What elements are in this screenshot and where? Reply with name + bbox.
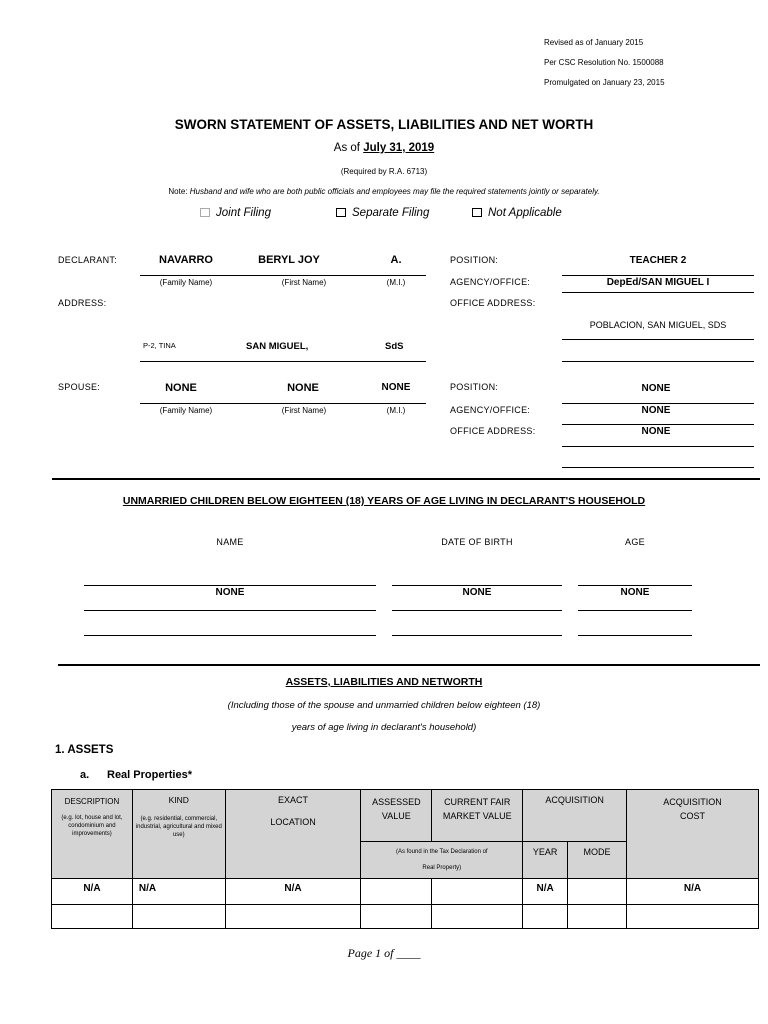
row2-year — [523, 905, 568, 929]
acquisition-header — [523, 790, 627, 842]
fair-market-header-label: CURRENT FAIR MARKET VALUE — [442, 797, 512, 821]
spouse-agency-label: AGENCY/OFFICE: — [450, 405, 531, 415]
separate-filing-label: Separate Filing — [352, 207, 430, 219]
row1-mode — [568, 879, 627, 905]
child-age: NONE — [620, 587, 650, 598]
spouse-position-label: POSITION: — [450, 382, 499, 392]
declarant-first-caption: (First Name) — [281, 278, 327, 287]
description-header-note: (e.g. lot, house and lot, condominium and improvements) — [61, 815, 123, 837]
separate-filing-checkbox[interactable] — [336, 208, 346, 217]
row2-description — [52, 905, 133, 929]
revised-note: Revised as of January 2015 — [544, 38, 644, 47]
children-dob-line-1 — [392, 585, 562, 586]
row1-year: N/A — [523, 879, 568, 905]
children-age-line-2 — [578, 610, 692, 611]
spouse-mi-caption: (M.I.) — [386, 406, 406, 415]
assets-heading: 1. ASSETS — [55, 744, 114, 756]
address-province: SdS — [385, 341, 404, 352]
spouse-label: SPOUSE: — [58, 382, 101, 392]
address-label: ADDRESS: — [58, 298, 107, 308]
row2-fair-market — [432, 905, 523, 929]
position-line — [562, 275, 754, 276]
spouse-first-name: NONE — [287, 382, 319, 394]
alnw-subtitle-1: (Including those of the spouse and unmarried children below eighteen (18) — [227, 700, 541, 711]
children-name-line-3 — [84, 635, 376, 636]
mode-header — [568, 842, 627, 879]
declarant-first-name: BERYL JOY — [258, 254, 320, 266]
location-header — [225, 790, 361, 879]
spouse-first-caption: (First Name) — [281, 406, 327, 415]
address-line — [140, 361, 426, 362]
spouse-agency: NONE — [641, 405, 671, 416]
assessed-header-label: ASSESSED VALUE — [372, 797, 421, 821]
row2-kind — [132, 905, 225, 929]
address-street: P-2, TINA — [143, 341, 176, 350]
year-header-label: YEAR — [532, 847, 558, 857]
not-applicable-label: Not Applicable — [488, 207, 562, 219]
office-address-label: OFFICE ADDRESS: — [450, 298, 536, 308]
office-address-line-1 — [562, 339, 754, 340]
spouse-office-address-label: OFFICE ADDRESS: — [450, 426, 536, 436]
declarant-mi-caption: (M.I.) — [386, 278, 406, 287]
declarant-family-name: NAVARRO — [159, 254, 213, 266]
alnw-subtitle-2: years of age living in declarant's household) — [291, 722, 477, 733]
spouse-name-line — [140, 403, 426, 404]
row2-assessed — [361, 905, 432, 929]
not-applicable-option[interactable] — [472, 207, 562, 219]
declarant-name-line — [140, 275, 426, 276]
spouse-family-name: NONE — [165, 382, 197, 394]
section-divider-2 — [58, 664, 760, 666]
children-heading: UNMARRIED CHILDREN BELOW EIGHTEEN (18) YEARS OF AGE LIVING IN DECLARANT'S HOUSEHOLD — [122, 495, 646, 507]
tax-declaration-note — [361, 842, 523, 879]
office-address-line-2 — [562, 361, 754, 362]
children-age-header: AGE — [625, 537, 645, 547]
declarant-label: DECLARANT: — [58, 255, 118, 265]
declarant-mi: A. — [390, 254, 402, 266]
description-header-label: DESCRIPTION — [64, 797, 120, 806]
children-dob-header: DATE OF BIRTH — [441, 537, 513, 547]
position-label: POSITION: — [450, 255, 499, 265]
joint-filing-label: Joint Filing — [216, 207, 271, 219]
alnw-heading: ASSETS, LIABILITIES AND NETWORTH — [285, 676, 483, 688]
required-by: (Required by R.A. 6713) — [340, 167, 428, 176]
kind-header-label: KIND — [168, 795, 189, 805]
promulgated-note: Promulgated on January 23, 2015 — [544, 78, 665, 87]
as-of-prefix: As of — [333, 142, 364, 154]
location-header-exact: EXACT — [278, 795, 309, 805]
description-header — [52, 790, 133, 879]
cost-header-label: ACQUISITION COST — [663, 797, 722, 821]
spouse-position: NONE — [641, 383, 671, 394]
not-applicable-checkbox[interactable] — [472, 208, 482, 217]
row1-location: N/A — [225, 879, 361, 905]
tax-declaration-note-text: (As found in the Tax Declaration of Real Property) — [395, 849, 488, 871]
page-title: SWORN STATEMENT OF ASSETS, LIABILITIES AND NET WORTH — [174, 117, 594, 132]
note-text: Husband and wife who are both public officials and employees may file the required statements jointly or separately. — [189, 187, 600, 196]
declarant-position: TEACHER 2 — [629, 255, 687, 266]
child-dob: NONE — [462, 587, 492, 598]
declarant-office-address: POBLACION, SAN MIGUEL, SDS — [589, 320, 727, 330]
filing-note — [0, 187, 768, 196]
section-divider — [52, 478, 760, 480]
joint-filing-checkbox[interactable] — [200, 208, 210, 217]
kind-header-note: (e.g. residential, commercial, industrial, agricultural and mixed use) — [135, 816, 222, 838]
children-age-line-1 — [578, 585, 692, 586]
page-number: Page 1 of ____ — [347, 946, 421, 960]
spouse-position-line — [562, 403, 754, 404]
row1-fair-market — [432, 879, 523, 905]
spouse-agency-line — [562, 424, 754, 425]
separate-filing-option[interactable] — [336, 207, 429, 219]
row1-cost: N/A — [627, 879, 759, 905]
as-of-date: July 31, 2019 — [363, 142, 435, 154]
spouse-office-line-2 — [562, 467, 754, 468]
assessed-header — [361, 790, 432, 842]
row1-kind: N/A — [132, 879, 225, 905]
row1-assessed — [361, 879, 432, 905]
csc-resolution-note: Per CSC Resolution No. 1500088 — [544, 58, 664, 67]
spouse-office-line-1 — [562, 446, 754, 447]
children-name-header: NAME — [216, 537, 244, 547]
children-dob-line-3 — [392, 635, 562, 636]
real-properties-table — [51, 789, 759, 929]
table-row — [52, 905, 759, 929]
agency-label: AGENCY/OFFICE: — [450, 277, 531, 287]
agency-line — [562, 292, 754, 293]
spouse-family-caption: (Family Name) — [159, 406, 213, 415]
location-header-location: LOCATION — [270, 817, 316, 827]
note-label: Note: — [168, 187, 188, 196]
row2-cost — [627, 905, 759, 929]
year-header — [523, 842, 568, 879]
children-age-line-3 — [578, 635, 692, 636]
row2-mode — [568, 905, 627, 929]
real-properties-prefix: a. — [80, 769, 90, 781]
table-row — [52, 879, 759, 905]
declarant-family-caption: (Family Name) — [159, 278, 213, 287]
children-dob-line-2 — [392, 610, 562, 611]
children-name-line-1 — [84, 585, 376, 586]
row1-description: N/A — [52, 879, 133, 905]
real-properties-heading: Real Properties* — [107, 769, 192, 781]
declarant-agency: DepEd/SAN MIGUEL I — [606, 277, 710, 288]
fair-market-header — [432, 790, 523, 842]
spouse-mi: NONE — [381, 382, 411, 393]
as-of-line — [0, 142, 768, 154]
joint-filing-option[interactable] — [200, 207, 271, 219]
cost-header — [627, 790, 759, 879]
child-name: NONE — [215, 587, 245, 598]
row2-location — [225, 905, 361, 929]
children-name-line-2 — [84, 610, 376, 611]
acquisition-header-label: ACQUISITION — [545, 795, 604, 805]
mode-header-label: MODE — [583, 847, 611, 857]
kind-header — [132, 790, 225, 879]
spouse-office-address: NONE — [641, 426, 671, 437]
address-municipality: SAN MIGUEL, — [246, 341, 309, 352]
